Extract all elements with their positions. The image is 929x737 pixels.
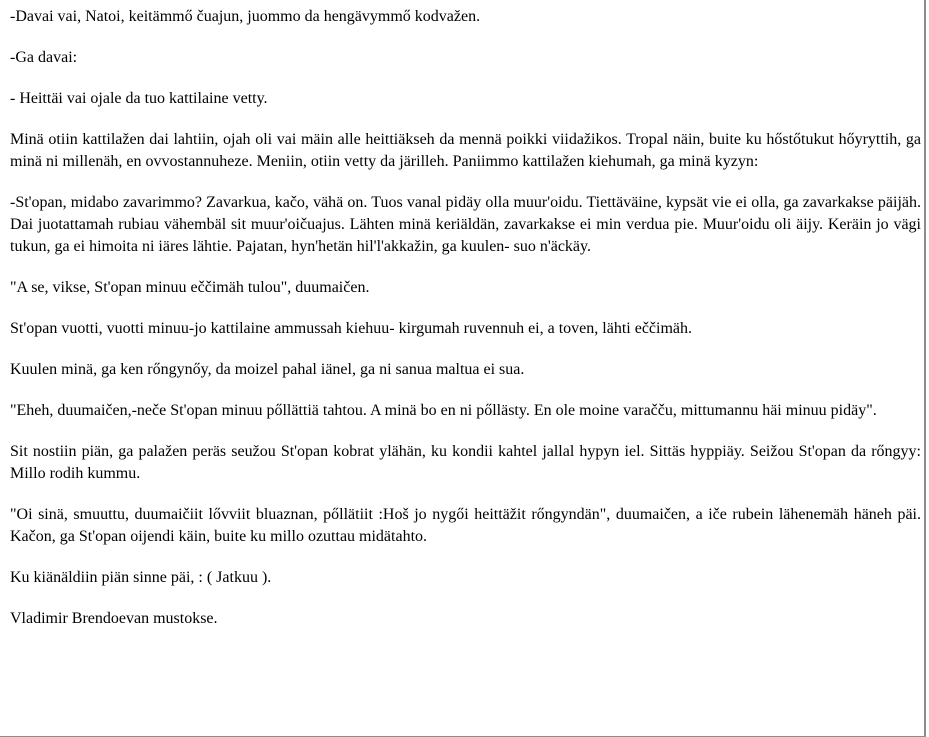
paragraph-9: "Eheh, duumaičen,-neče St'opan minuu pőllättiä tahtou. A minä bo en ni pőllästy. En ole moine varačču, mittumannu häi minuu pidäy".: [10, 402, 877, 419]
paragraph-8: Kuulen minä, ga ken rőngynőy, da moizel pahal iänel, ga ni sanua maltua ei sua.: [10, 361, 525, 378]
paragraph-4: Minä otiin kattilažen dai lahtiin, ojah oli vai mäin alle heittiäkseh da mennä poikki viidažikos. Tropal näin, buite ku hőstőtukut hőyryttih, ga minä ni millenäh, en ovvostannuheze. Meniin, otiin vetty da järilleh. Paniimmo kattilažen kiehumah, ga minä kyzyn:: [10, 131, 921, 170]
paragraph-5: -St'opan, midabo zavarimmo? Zavarkua, kačo, vähä on. Tuos vanal pidäy olla muur'oidu. Tiettäväine, kypsät vie ei olla, ga zavarkakse päijäh. Dai juotattamah rubiau vähembäl sit muur'oičuajus. Lähten minä keriäldän, zavarkakse ei min verdua pie. Muur'oidu oli äijy. Keräin jo vägi tukun, ga ei himoita ni iäres lähtie. Pajatan, hyn'hetän hil'l'akkažin, ga kuulen- suo n'äckäy.: [10, 194, 921, 255]
paragraph-3: - Heittäi vai ojale da tuo kattilaine vetty.: [10, 90, 268, 107]
paragraph-7: St'opan vuotti, vuotti minuu-jo kattilaine ammussah kiehuu- kirgumah ruvennuh ei, a toven, lähti eččimäh.: [10, 320, 693, 337]
paragraph-6: "A se, vikse, St'opan minuu eččimäh tulou", duumaičen.: [10, 279, 370, 296]
paragraph-11: "Oi sinä, smuuttu, duumaičiit lővviit bluaznan, pőllätiit :Hoš jo nygői heittäžit rőngyndän", duumaičen, a iče rubein lähenemäh häneh päi. Kačon, ga St'opan oijendi käin, buite ku millo ozuttau midätahto.: [10, 506, 921, 545]
paragraph-12: Ku kiänäldiin piän sinne päi, : ( Jatkuu ).: [10, 569, 272, 586]
paragraph-13: Vladimir Brendoevan mustokse.: [10, 610, 218, 627]
paragraph-1: -Davai vai, Natoi, keitämmő čuajun, juommo da hengävymmő kodvažen.: [10, 8, 481, 25]
paragraph-2: -Ga davai:: [10, 49, 78, 66]
paragraph-10: Sit nostiin piän, ga palažen peräs seužou St'opan kobrat ylähän, ku kondii kahtel jallal hypyn iel. Sittäs hyppiäy. Seižou St'opan da rőngyy: Millo rodih kummu.: [10, 443, 921, 482]
